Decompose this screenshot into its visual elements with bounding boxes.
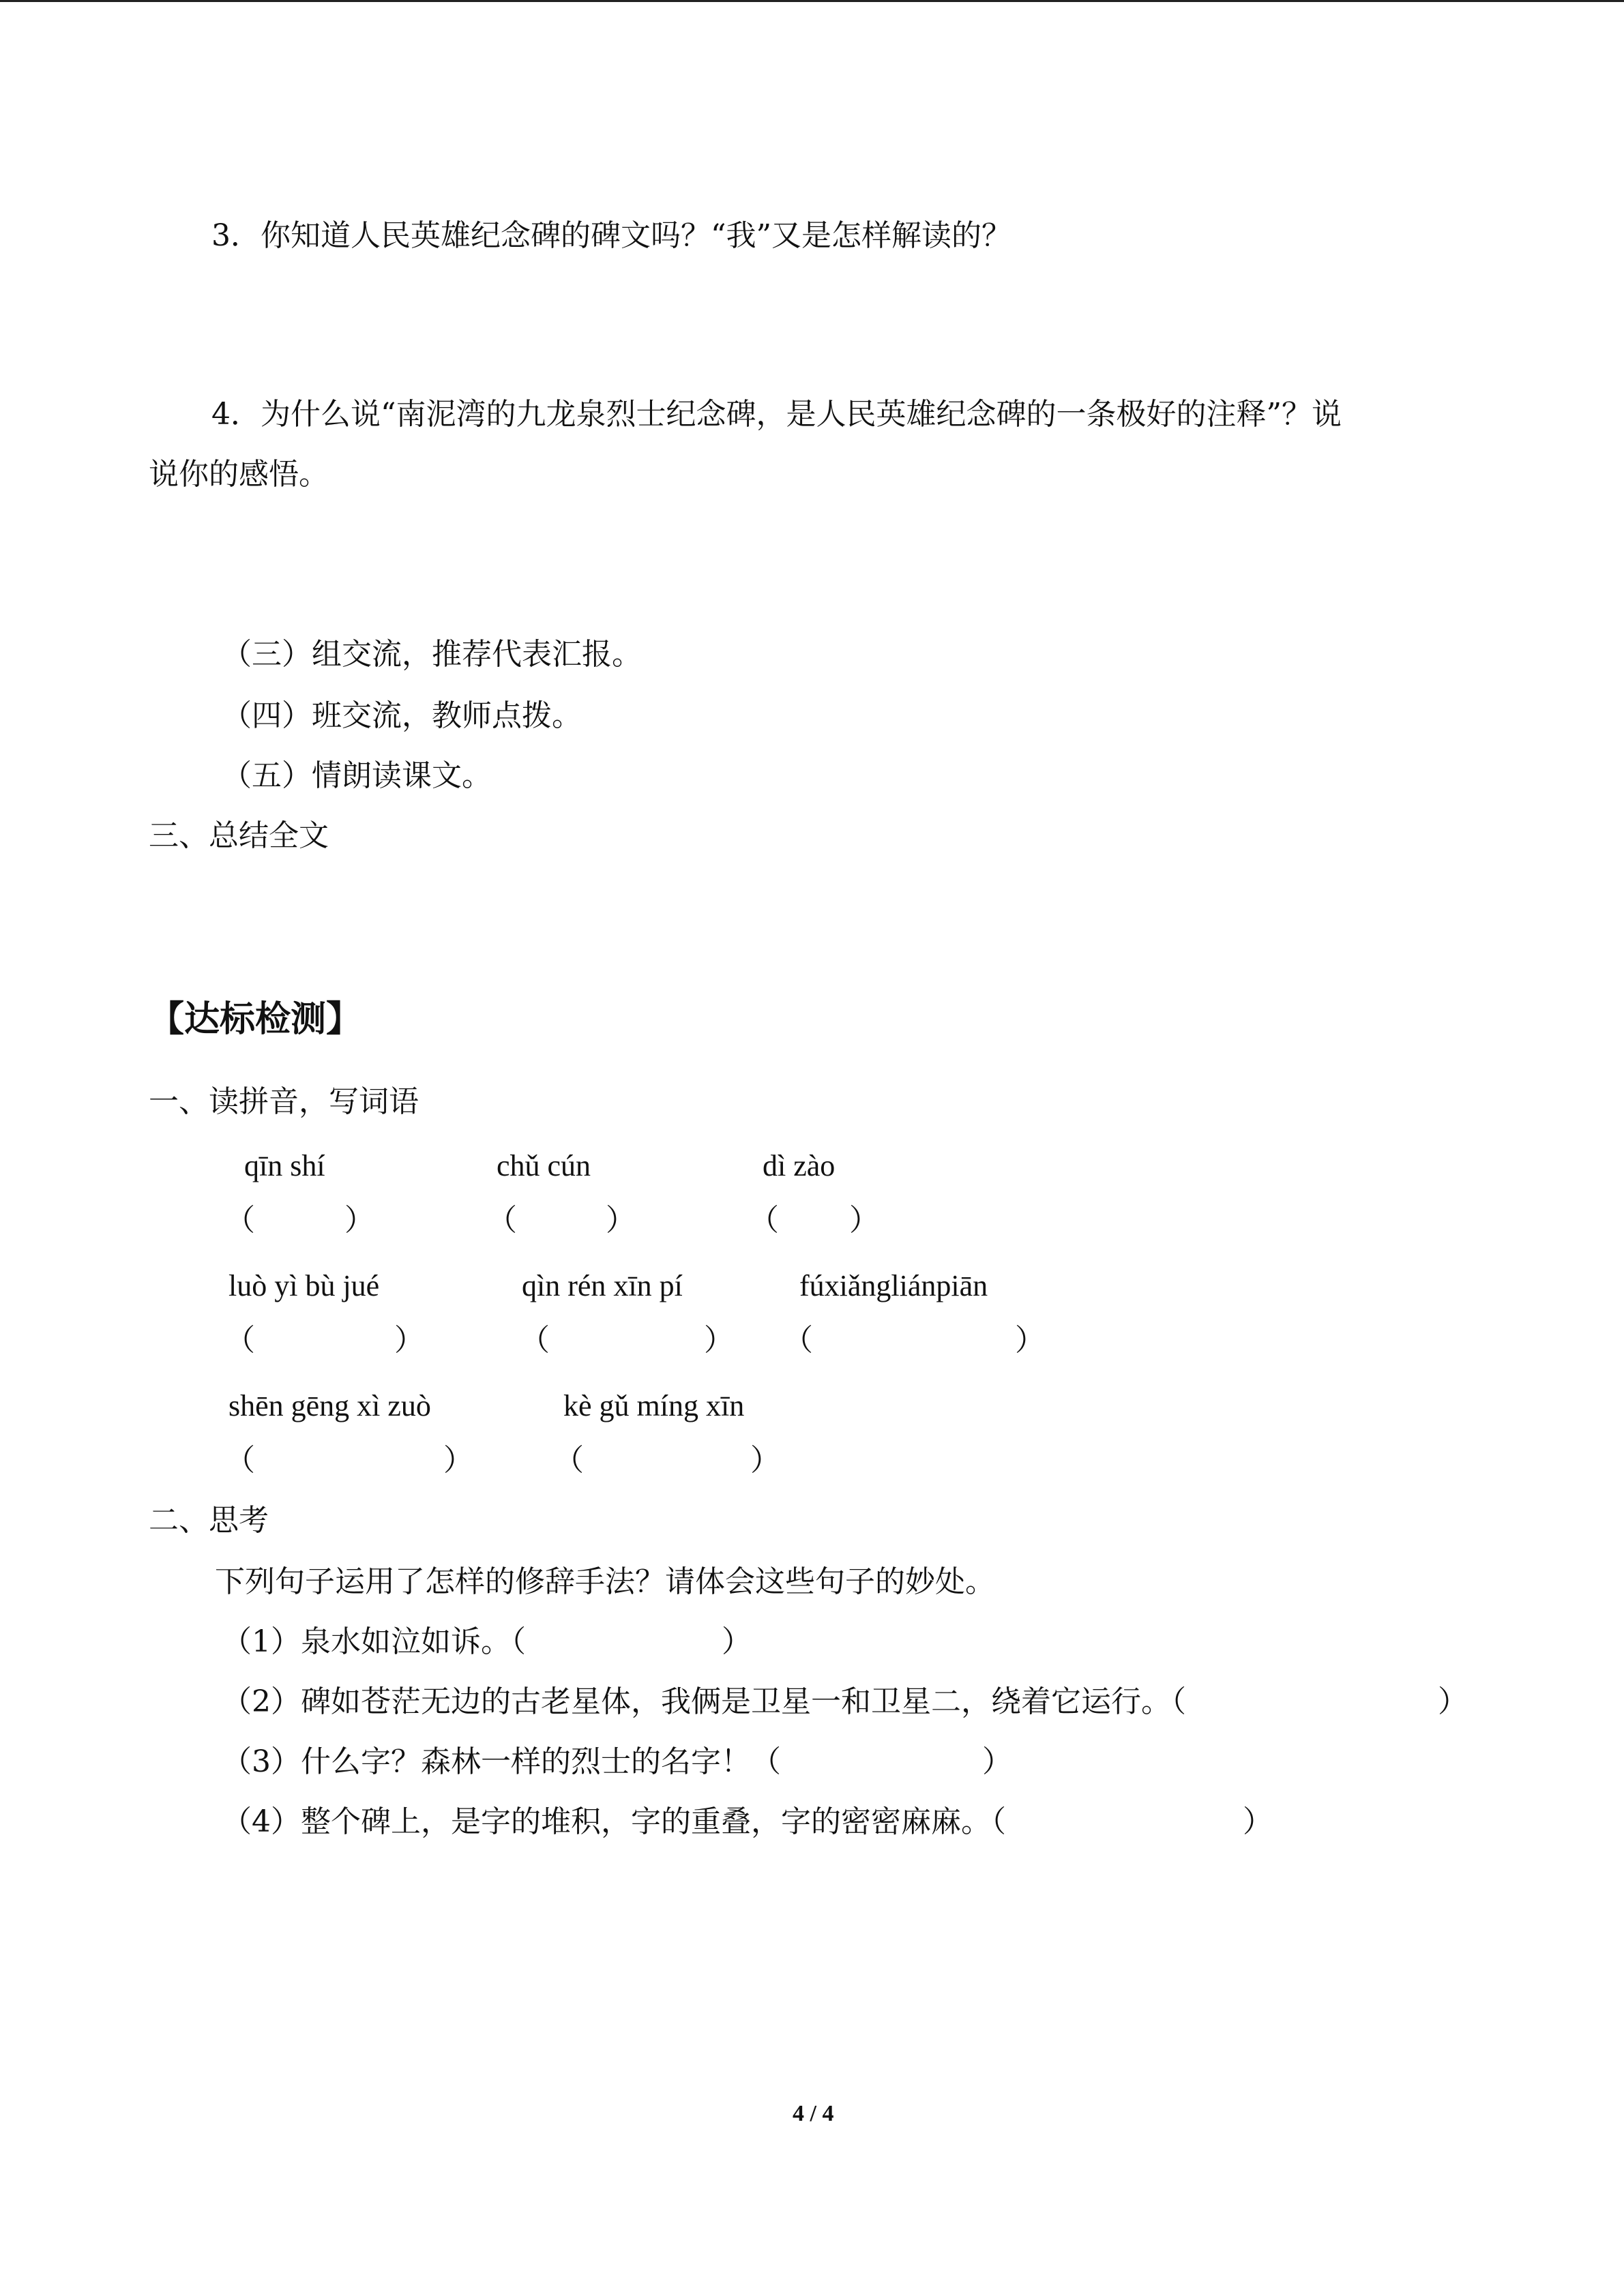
part-2-title: 二、思考 (149, 1503, 269, 1538)
section-3-title: 三、总结全文 (149, 818, 329, 853)
answer-1-open: （ (225, 1203, 255, 1238)
answer-8-open: （ (554, 1443, 584, 1478)
answer-5-open: （ (520, 1323, 550, 1358)
sentence-1-close: ） (722, 1624, 752, 1659)
answer-2-open: （ (487, 1203, 517, 1238)
answer-2-close: ） (606, 1203, 636, 1238)
answer-3-open: （ (749, 1203, 779, 1238)
pinyin-3: dì zào (763, 1149, 836, 1182)
pinyin-6: fúxiǎngliánpiān (799, 1269, 988, 1302)
part-1-title: 一、读拼音，写词语 (149, 1084, 419, 1119)
pinyin-8: kè gǔ míng xīn (563, 1389, 745, 1422)
step-4: （四）班交流，教师点拨。 (222, 698, 582, 733)
question-4-line-1: 4．为什么说“南泥湾的九龙泉烈士纪念碑，是人民英雄纪念碑的一条极好的注释”？说 (211, 397, 1342, 432)
answer-3-close: ） (849, 1203, 879, 1238)
page-number: 4 / 4 (793, 2101, 834, 2126)
page-top-border (0, 0, 1624, 2)
pinyin-7: shēn gēng xì zuò (228, 1389, 431, 1422)
answer-6-open: （ (783, 1323, 813, 1358)
sentence-4: （4）整个碑上，是字的堆积，字的重叠，字的密密麻麻。（ (222, 1804, 1006, 1839)
step-5: （五）情朗读课文。 (222, 758, 492, 793)
answer-4-open: （ (225, 1323, 255, 1358)
pinyin-5: qìn rén xīn pí (522, 1269, 683, 1302)
question-4-line-2: 说你的感悟。 (149, 457, 329, 492)
sentence-3-close: ） (982, 1744, 1012, 1779)
sentence-3: （3）什么字？森林一样的烈士的名字！（ (222, 1744, 781, 1779)
pinyin-1: qīn shí (244, 1149, 325, 1182)
pinyin-2: chǔ cún (497, 1149, 591, 1182)
answer-7-open: （ (225, 1443, 255, 1478)
question-3: 3．你知道人民英雄纪念碑的碑文吗？“我”又是怎样解读的？ (211, 218, 1012, 253)
test-heading: 【达标检测】 (149, 998, 362, 1040)
sentence-2: （2）碑如苍茫无边的古老星体，我俩是卫星一和卫星二，绕着它运行。（ (222, 1684, 1186, 1719)
sentence-2-close: ） (1438, 1684, 1468, 1719)
answer-5-close: ） (704, 1323, 734, 1358)
answer-6-close: ） (1015, 1323, 1045, 1358)
sentence-1: （1）泉水如泣如诉。（ (222, 1624, 526, 1659)
answer-4-close: ） (394, 1323, 424, 1358)
rhetoric-instruction: 下列句子运用了怎样的修辞手法？请体会这些句子的妙处。 (215, 1564, 995, 1599)
answer-7-close: ） (443, 1443, 473, 1478)
step-3: （三）组交流，推荐代表汇报。 (222, 637, 642, 672)
answer-1-close: ） (344, 1203, 374, 1238)
sentence-4-close: ） (1243, 1804, 1273, 1839)
answer-8-close: ） (750, 1443, 780, 1478)
pinyin-4: luò yì bù jué (228, 1269, 380, 1302)
